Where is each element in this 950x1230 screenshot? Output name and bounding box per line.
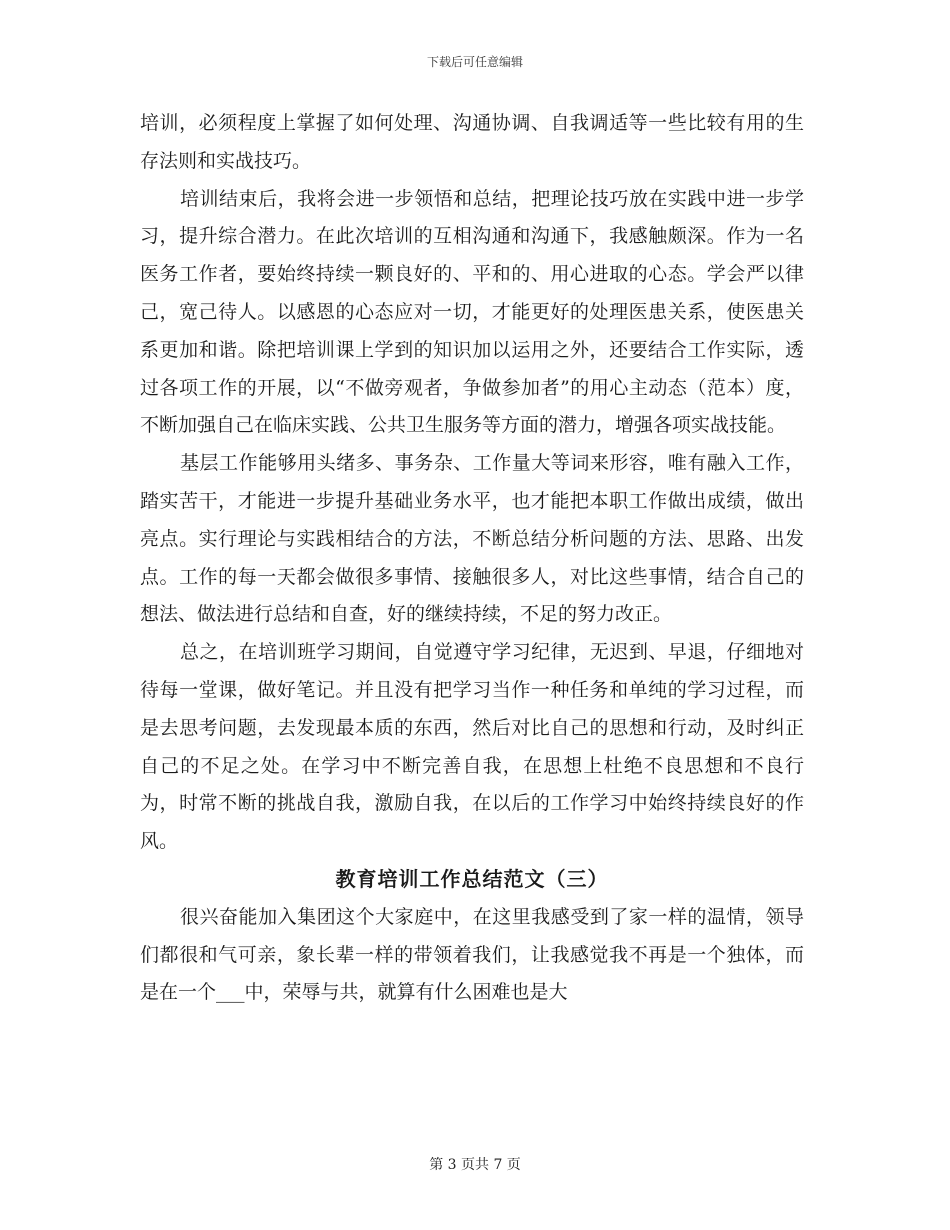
paragraph-grassroots-work: 基层工作能够用头绪多、事务杂、工作量大等词来形容，唯有融入工作，踏实苦干，才能进一步提升基础业务水平，也才能把本职工作做出成绩，做出亮点。实行理论与实践相结合的方法，不断总结分析问题的方法、思路、出发点。工作的每一天都会做很多事情、接触很多人，对比这些事情，结合自己的想法、做法进行总结和自查，好的继续持续，不足的努力改正。 — [140, 452, 804, 626]
section-title: 教育培训工作总结范文（三） — [335, 866, 609, 891]
page-header: 下载后可任意编辑 — [426, 55, 523, 69]
page-number: 第 3 页共 7 页 — [429, 1157, 521, 1173]
paragraph-continued: 培训，必须程度上掌握了如何处理、沟通协调、自我调适等一些比较有用的生存法则和实战技巧。 — [140, 112, 804, 172]
document-body — [140, 105, 804, 1012]
paragraph-summary: 总之，在培训班学习期间，自觉遵守学习纪律，无迟到、早退，仔细地对待每一堂课，做好笔记。并且没有把学习当作一种任务和单纯的学习过程，而是去思考问题，去发现最本质的东西，然后对比自己的思想和行动，及时纠正自己的不足之处。在学习中不断完善自我，在思想上杜绝不良思想和不良行为，时常不断的挑战自我，激励自我，在以后的工作学习中始终持续良好的作风。 — [140, 641, 804, 853]
paragraph-section-three: 很兴奋能加入集团这个大家庭中，在这里我感受到了家一样的温情，领导们都很和气可亲，象长辈一样的带领着我们，让我感觉我不再是一个独体，而是在一个___中，荣辱与共，就算有什么困难也是大 — [140, 905, 804, 1004]
paragraph-after-training: 培训结束后，我将会进一步领悟和总结，把理论技巧放在实践中进一步学习，提升综合潜力。在此次培训的互相沟通和沟通下，我感触颇深。作为一名医务工作者，要始终持续一颗良好的、平和的、用心进取的心态。学会严以律己，宽己待人。以感恩的心态应对一切，才能更好的处理医患关系，使医患关系更加和谐。除把培训课上学到的知识加以运用之外，还要结合工作实际，透过各项工作的开展，以“不做旁观者，争做参加者”的用心主动态（范本）度，不断加强自己在临床实践、公共卫生服务等方面的潜力，增强各项实战技能。 — [140, 187, 804, 437]
